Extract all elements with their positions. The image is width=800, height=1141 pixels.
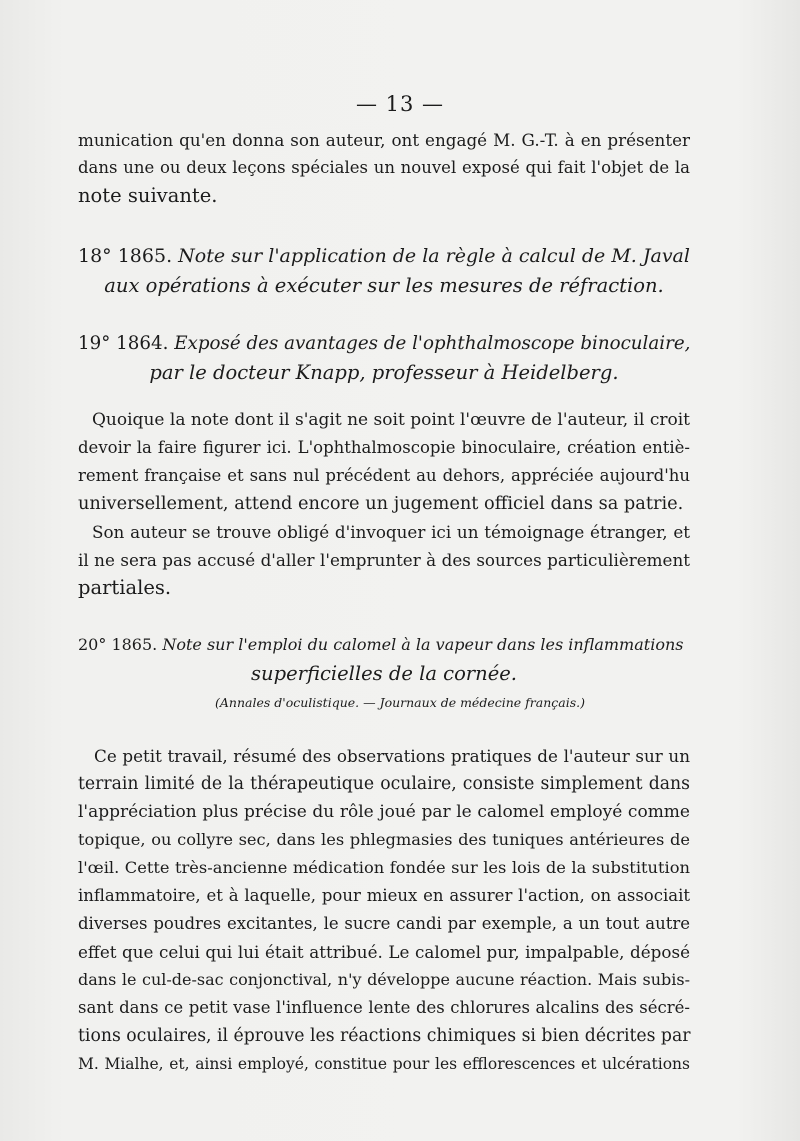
text-line: sant dans ce petit vase l'influence lente des chlorures alcalins des sécré- [78,998,690,1017]
text-line: effet que celui qui lui était attribué. Le calomel pur, impalpable, déposé [78,942,690,962]
text-line: note suivante. [78,184,218,207]
entry-20 [78,630,690,688]
text-line: tions oculaires, il éprouve les réactions chimiques si bien décrites par [78,1026,691,1046]
text-line: diverses poudres excitantes, le sucre candi par exemple, a un tout autre [78,914,690,933]
text-line: l'appréciation plus précise du rôle joué par le calomel employé comme [78,802,690,822]
entry-title-continued: superficielles de la cornée. [251,662,517,685]
entry-title-continued: aux opérations à exécuter sur les mesures de réfraction. [104,274,664,297]
entry-20-paragraph [78,742,690,1078]
text-line: Son auteur se trouve obligé d'invoquer ici un témoignage étranger, et [92,522,690,542]
text-line: devoir la faire figurer ici. L'ophthalmoscopie binoculaire, création entiè- [78,438,690,457]
text-line: universellement, attend encore un jugement officiel dans sa patrie. [78,494,684,514]
entry-title: Note sur l'emploi du calomel à la vapeur dans les inflammations [162,635,684,654]
text-line: M. Mialhe, et, ainsi employé, constitue pour les efflorescences et ulcérations [78,1055,690,1073]
text-line: partiales. [78,576,172,599]
entry-19 [78,329,690,387]
text-line: rement française et sans nul précédent au dehors, appréciée aujourd'hu [78,466,690,485]
entry-title: Exposé des avantages de l'ophthalmoscope binoculaire, [174,333,691,354]
text-line: il ne sera pas accusé d'aller l'emprunter à des sources particulièrement [78,550,690,570]
entry-18 [78,242,690,300]
text-line: Quoique la note dont il s'agit ne soit point l'œuvre de l'auteur, il croit [92,410,690,430]
source-note: (Annales d'oculistique. — Journaux de médecine français.) [215,695,585,710]
entry-title: Note sur l'application de la règle à calcul de M. Javal [178,245,690,267]
entry-title-continued: par le docteur Knapp, professeur à Heidelberg. [149,361,619,384]
text-line: dans une ou deux leçons spéciales un nouvel exposé qui fait l'objet de la [78,158,690,177]
entry-19-paragraph [78,406,690,602]
entry-number: 19° 1864. [78,333,169,354]
entry-number: 18° 1865. [78,245,173,267]
entry-number: 20° 1865. [78,635,158,654]
text-line: Ce petit travail, résumé des observations pratiques de l'auteur sur un [94,746,690,766]
text-line: inflammatoire, et à laquelle, pour mieux en assurer l'action, on associait [78,886,690,905]
text-line: munication qu'en donna son auteur, ont engagé M. G.-T. à en présenter [78,130,690,150]
page-number: — 13 — [355,92,445,116]
text-line: l'œil. Cette très-ancienne médication fondée sur les lois de la substitution [78,858,690,877]
text-line: dans le cul-de-sac conjonctival, n'y développe aucune réaction. Mais subis- [78,970,690,989]
text-line: topique, ou collyre sec, dans les phlegmasies des tuniques antérieures de [78,830,690,849]
intro-paragraph [78,126,690,210]
text-line: terrain limité de la thérapeutique oculaire, consiste simplement dans [78,774,690,794]
